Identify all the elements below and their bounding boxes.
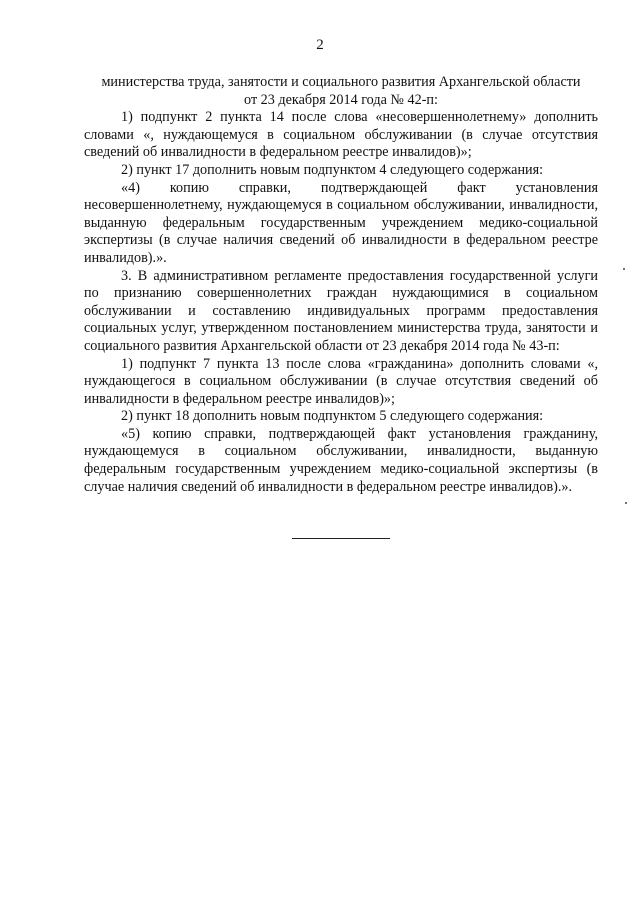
paragraph-subpoint-2: 2) пункт 17 дополнить новым подпунктом 4 следующего содержания: — [121, 161, 544, 178]
page-number: 2 — [316, 37, 324, 53]
paragraph-ministry-date: от 23 декабря 2014 года № 42-п: — [244, 91, 438, 108]
end-separator-line — [292, 538, 390, 539]
paragraph-ministry-line: министерства труда, занятости и социального развития Архангельской области — [101, 74, 581, 90]
paragraph-section-3: 3. В административном регламенте предоставления государственной услуги по признанию совершеннолетних граждан нуждающимися в социальном обслуживании и составлению индивидуальных программ предоставления социальных услуг, утвержденном постановлением министерства труда, занятости и социального развития Архангельской области от 23 декабря 2014 года № 43-п: — [84, 267, 598, 354]
margin-scan-mark — [625, 502, 627, 504]
paragraph-quote-4: «4) копию справки, подтверждающей факт установления несовершеннолетнему, нуждающемуся в социальном обслуживании, инвалидности, выданную федеральным государственным учреждением медико-социальной экспертизы (в случае наличия сведений об инвалидности в федеральном реестре инвалидов).». — [84, 179, 598, 266]
paragraph-section-3-subpoint-2: 2) пункт 18 дополнить новым подпунктом 5 следующего содержания: — [121, 408, 544, 425]
document-body — [84, 74, 598, 496]
margin-scan-mark — [623, 268, 625, 270]
paragraph-quote-5: «5) копию справки, подтверждающей факт установления гражданину, нуждающемуся в социальном обслуживании, инвалидности, выданную федеральным государственным учреждением медико-социальной экспертизы (в случае наличия сведений об инвалидности в федеральном реестре инвалидов).». — [84, 425, 598, 495]
paragraph-section-3-subpoint-1: 1) подпункт 7 пункта 13 после слова «гражданина» дополнить словами «, нуждающегося в социальном обслуживании (в случае отсутствия сведений об инвалидности в федеральном реестре инвалидов)»; — [84, 355, 598, 407]
paragraph-subpoint-1: 1) подпункт 2 пункта 14 после слова «несовершеннолетнему» дополнить словами «, нуждающемуся в социальном обслуживании (в случае отсутствия сведений об инвалидности в федеральном реестре инвалидов)»; — [84, 109, 598, 161]
